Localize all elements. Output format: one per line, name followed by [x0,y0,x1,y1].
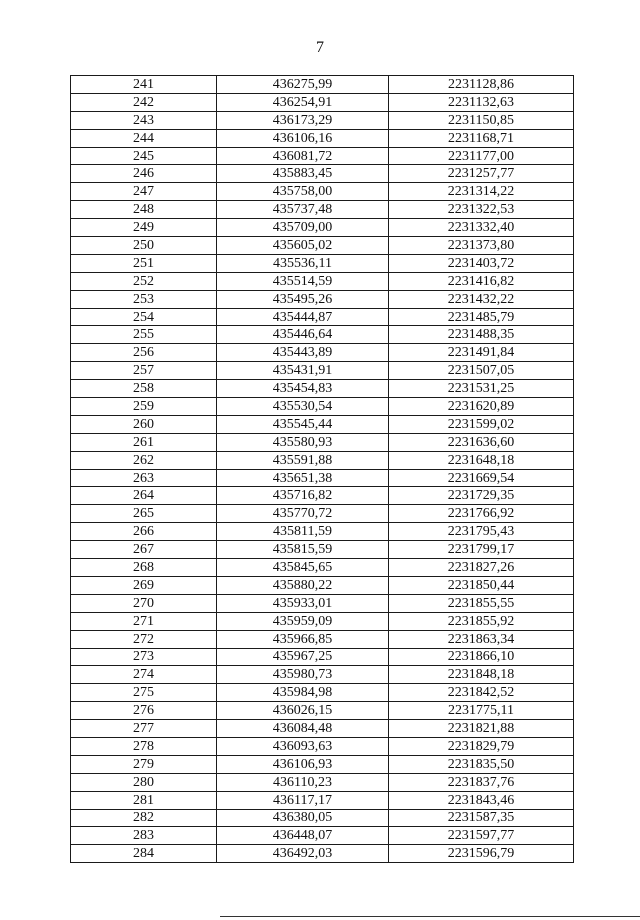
table-row [71,541,574,559]
point-number-cell: 281 [71,791,217,809]
table-row [71,469,574,487]
x-coordinate-cell: 435966,85 [217,630,389,648]
table-row [71,630,574,648]
point-number-cell: 254 [71,308,217,326]
table-row [71,344,574,362]
x-coordinate-cell: 436093,63 [217,737,389,755]
point-number-cell: 244 [71,129,217,147]
point-number-cell: 245 [71,147,217,165]
y-coordinate-cell: 2231775,11 [389,702,574,720]
table-row [71,809,574,827]
y-coordinate-cell: 2231491,84 [389,344,574,362]
table-row [71,845,574,863]
coordinates-table-body [71,76,574,863]
y-coordinate-cell: 2231620,89 [389,398,574,416]
point-number-cell: 276 [71,702,217,720]
x-coordinate-cell: 436380,05 [217,809,389,827]
x-coordinate-cell: 435980,73 [217,666,389,684]
point-number-cell: 267 [71,541,217,559]
point-number-cell: 278 [71,737,217,755]
point-number-cell: 253 [71,290,217,308]
x-coordinate-cell: 436448,07 [217,827,389,845]
page-number: 7 [316,39,324,56]
point-number-cell: 279 [71,755,217,773]
point-number-cell: 275 [71,684,217,702]
y-coordinate-cell: 2231531,25 [389,380,574,398]
y-coordinate-cell: 2231827,26 [389,559,574,577]
x-coordinate-cell: 436026,15 [217,702,389,720]
y-coordinate-cell: 2231332,40 [389,219,574,237]
table-row [71,398,574,416]
point-number-cell: 248 [71,201,217,219]
y-coordinate-cell: 2231132,63 [389,93,574,111]
table-row [71,237,574,255]
table-row [71,648,574,666]
y-coordinate-cell: 2231842,52 [389,684,574,702]
point-number-cell: 262 [71,451,217,469]
x-coordinate-cell: 435514,59 [217,272,389,290]
table-row [71,451,574,469]
x-coordinate-cell: 435709,00 [217,219,389,237]
x-coordinate-cell: 435545,44 [217,415,389,433]
y-coordinate-cell: 2231837,76 [389,773,574,791]
point-number-cell: 270 [71,594,217,612]
x-coordinate-cell: 435605,02 [217,237,389,255]
table-row [71,791,574,809]
table-row [71,487,574,505]
y-coordinate-cell: 2231843,46 [389,791,574,809]
x-coordinate-cell: 435758,00 [217,183,389,201]
x-coordinate-cell: 435495,26 [217,290,389,308]
table-row [71,76,574,94]
table-row [71,272,574,290]
y-coordinate-cell: 2231587,35 [389,809,574,827]
point-number-cell: 282 [71,809,217,827]
point-number-cell: 265 [71,505,217,523]
y-coordinate-cell: 2231795,43 [389,523,574,541]
point-number-cell: 243 [71,111,217,129]
table-row [71,254,574,272]
table-row [71,559,574,577]
point-number-cell: 241 [71,76,217,94]
x-coordinate-cell: 435580,93 [217,433,389,451]
x-coordinate-cell: 435651,38 [217,469,389,487]
y-coordinate-cell: 2231416,82 [389,272,574,290]
table-row [71,612,574,630]
point-number-cell: 264 [71,487,217,505]
y-coordinate-cell: 2231850,44 [389,576,574,594]
y-coordinate-cell: 2231669,54 [389,469,574,487]
x-coordinate-cell: 435883,45 [217,165,389,183]
table-row [71,720,574,738]
table-row [71,290,574,308]
y-coordinate-cell: 2231636,60 [389,433,574,451]
y-coordinate-cell: 2231596,79 [389,845,574,863]
y-coordinate-cell: 2231799,17 [389,541,574,559]
x-coordinate-cell: 435431,91 [217,362,389,380]
y-coordinate-cell: 2231855,92 [389,612,574,630]
x-coordinate-cell: 436110,23 [217,773,389,791]
point-number-cell: 257 [71,362,217,380]
point-number-cell: 277 [71,720,217,738]
y-coordinate-cell: 2231855,55 [389,594,574,612]
point-number-cell: 272 [71,630,217,648]
x-coordinate-cell: 436106,93 [217,755,389,773]
table-row [71,827,574,845]
x-coordinate-cell: 436492,03 [217,845,389,863]
point-number-cell: 271 [71,612,217,630]
x-coordinate-cell: 435530,54 [217,398,389,416]
y-coordinate-cell: 2231829,79 [389,737,574,755]
point-number-cell: 255 [71,326,217,344]
x-coordinate-cell: 435591,88 [217,451,389,469]
table-row [71,737,574,755]
table-row [71,147,574,165]
x-coordinate-cell: 435811,59 [217,523,389,541]
y-coordinate-cell: 2231257,77 [389,165,574,183]
x-coordinate-cell: 435770,72 [217,505,389,523]
point-number-cell: 274 [71,666,217,684]
y-coordinate-cell: 2231128,86 [389,76,574,94]
table-row [71,523,574,541]
point-number-cell: 260 [71,415,217,433]
point-number-cell: 259 [71,398,217,416]
point-number-cell: 252 [71,272,217,290]
y-coordinate-cell: 2231177,00 [389,147,574,165]
x-coordinate-cell: 436117,17 [217,791,389,809]
table-row [71,755,574,773]
y-coordinate-cell: 2231488,35 [389,326,574,344]
point-number-cell: 250 [71,237,217,255]
table-row [71,505,574,523]
y-coordinate-cell: 2231729,35 [389,487,574,505]
table-row [71,576,574,594]
point-number-cell: 280 [71,773,217,791]
x-coordinate-cell: 436254,91 [217,93,389,111]
x-coordinate-cell: 436106,16 [217,129,389,147]
point-number-cell: 246 [71,165,217,183]
y-coordinate-cell: 2231597,77 [389,827,574,845]
point-number-cell: 284 [71,845,217,863]
table-row [71,594,574,612]
table-row [71,684,574,702]
y-coordinate-cell: 2231866,10 [389,648,574,666]
y-coordinate-cell: 2231599,02 [389,415,574,433]
y-coordinate-cell: 2231432,22 [389,290,574,308]
x-coordinate-cell: 436084,48 [217,720,389,738]
table-row [71,111,574,129]
point-number-cell: 266 [71,523,217,541]
point-number-cell: 268 [71,559,217,577]
x-coordinate-cell: 435444,87 [217,308,389,326]
table-row [71,201,574,219]
point-number-cell: 269 [71,576,217,594]
y-coordinate-cell: 2231403,72 [389,254,574,272]
table-row [71,433,574,451]
table-row [71,326,574,344]
x-coordinate-cell: 435536,11 [217,254,389,272]
table-row [71,308,574,326]
x-coordinate-cell: 435959,09 [217,612,389,630]
y-coordinate-cell: 2231863,34 [389,630,574,648]
x-coordinate-cell: 436081,72 [217,147,389,165]
point-number-cell: 273 [71,648,217,666]
x-coordinate-cell: 435446,64 [217,326,389,344]
y-coordinate-cell: 2231507,05 [389,362,574,380]
y-coordinate-cell: 2231821,88 [389,720,574,738]
x-coordinate-cell: 436173,29 [217,111,389,129]
y-coordinate-cell: 2231835,50 [389,755,574,773]
y-coordinate-cell: 2231314,22 [389,183,574,201]
point-number-cell: 258 [71,380,217,398]
point-number-cell: 256 [71,344,217,362]
x-coordinate-cell: 435967,25 [217,648,389,666]
table-row [71,129,574,147]
point-number-cell: 249 [71,219,217,237]
y-coordinate-cell: 2231373,80 [389,237,574,255]
table-row [71,183,574,201]
table-row [71,380,574,398]
table-row [71,165,574,183]
table-row [71,702,574,720]
x-coordinate-cell: 435933,01 [217,594,389,612]
point-number-cell: 263 [71,469,217,487]
x-coordinate-cell: 435443,89 [217,344,389,362]
x-coordinate-cell: 435880,22 [217,576,389,594]
y-coordinate-cell: 2231150,85 [389,111,574,129]
y-coordinate-cell: 2231648,18 [389,451,574,469]
table-row [71,666,574,684]
y-coordinate-cell: 2231168,71 [389,129,574,147]
point-number-cell: 251 [71,254,217,272]
x-coordinate-cell: 435737,48 [217,201,389,219]
y-coordinate-cell: 2231485,79 [389,308,574,326]
table-row [71,773,574,791]
x-coordinate-cell: 435454,83 [217,380,389,398]
coordinates-table [70,75,574,863]
x-coordinate-cell: 435815,59 [217,541,389,559]
point-number-cell: 283 [71,827,217,845]
point-number-cell: 242 [71,93,217,111]
x-coordinate-cell: 435845,65 [217,559,389,577]
x-coordinate-cell: 436275,99 [217,76,389,94]
table-row [71,219,574,237]
y-coordinate-cell: 2231766,92 [389,505,574,523]
x-coordinate-cell: 435716,82 [217,487,389,505]
table-row [71,93,574,111]
y-coordinate-cell: 2231322,53 [389,201,574,219]
y-coordinate-cell: 2231848,18 [389,666,574,684]
point-number-cell: 261 [71,433,217,451]
point-number-cell: 247 [71,183,217,201]
table-row [71,415,574,433]
x-coordinate-cell: 435984,98 [217,684,389,702]
table-row [71,362,574,380]
page-bottom-rule [220,916,640,917]
